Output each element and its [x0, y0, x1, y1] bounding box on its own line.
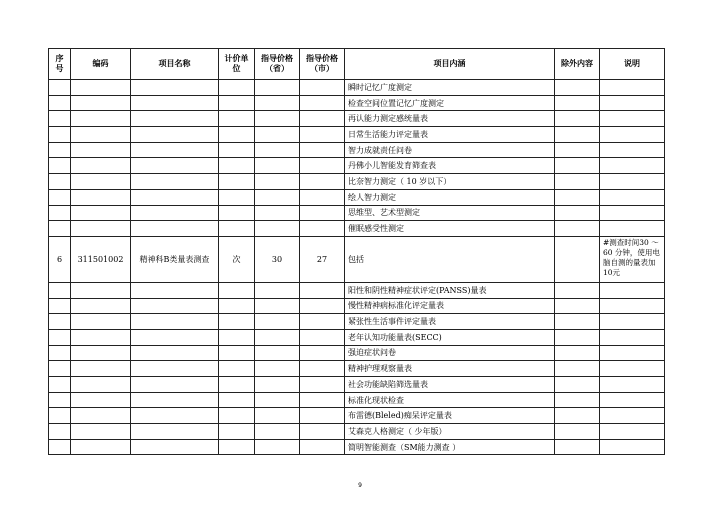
table-row — [49, 439, 665, 455]
header-price-city: 指导价格（市） — [300, 49, 345, 80]
table-row — [49, 189, 665, 205]
row-content: 艾森克人格测定（ 少年版） — [345, 424, 555, 440]
header-note: 说明 — [600, 49, 665, 80]
item-note: #测查时间30 ～60 分钟，使用电脑自测的量表加10元 — [600, 236, 665, 282]
table-row — [49, 314, 665, 330]
row-content: 再认能力测定感统量表 — [345, 111, 555, 127]
row-content: 思维型、艺术型测定 — [345, 205, 555, 221]
header-name: 项目名称 — [131, 49, 219, 80]
item-name: 精神科B类量表测查 — [131, 236, 219, 282]
row-content: 催眠感受性测定 — [345, 221, 555, 237]
table-row — [49, 205, 665, 221]
table-row — [49, 345, 665, 361]
row-content: 慢性精神病标准化评定量表 — [345, 298, 555, 314]
header-row — [49, 49, 665, 80]
header-unit: 计价单位 — [219, 49, 255, 80]
table-row — [49, 377, 665, 393]
table-row — [49, 127, 665, 143]
table-row — [49, 282, 665, 298]
table-row — [49, 111, 665, 127]
item-code: 311501002 — [71, 236, 131, 282]
table-row — [49, 142, 665, 158]
row-content: 智力成就责任问卷 — [345, 142, 555, 158]
header-price-province: 指导价格（省） — [255, 49, 300, 80]
table-row — [49, 424, 665, 440]
table-row — [49, 329, 665, 345]
row-content: 日常生活能力评定量表 — [345, 127, 555, 143]
row-content: 社会功能缺陷筛选量表 — [345, 377, 555, 393]
header-seq: 序号 — [49, 49, 71, 80]
item-seq: 6 — [49, 236, 71, 282]
row-content: 老年认知功能量表(SECC) — [345, 329, 555, 345]
fee-table — [48, 48, 665, 455]
item-price-province: 30 — [255, 236, 300, 282]
item-price-city: 27 — [300, 236, 345, 282]
row-content: 瞬时记忆广度测定 — [345, 80, 555, 96]
row-content: 精神护理观察量表 — [345, 361, 555, 377]
row-content: 阳性和阴性精神症状评定(PANSS)量表 — [345, 282, 555, 298]
page-number: 9 — [358, 482, 362, 489]
row-content: 简明智能测查（SM能力测查 ） — [345, 439, 555, 455]
row-content: 布雷德(Bleled)痴呆评定量表 — [345, 408, 555, 424]
row-content: 比奈智力测定（ 10 岁以下） — [345, 174, 555, 190]
header-excluded: 除外内容 — [555, 49, 600, 80]
table-row — [49, 174, 665, 190]
item-unit: 次 — [219, 236, 255, 282]
row-content: 标准化现状检查 — [345, 392, 555, 408]
row-content: 强迫症状问卷 — [345, 345, 555, 361]
row-content: 丹佛小儿智能发育筛查表 — [345, 158, 555, 174]
table-row — [49, 80, 665, 96]
item-content: 包括 — [345, 236, 555, 282]
table-row — [49, 221, 665, 237]
table-row — [49, 361, 665, 377]
table-row — [49, 158, 665, 174]
row-content: 紧张性生活事件评定量表 — [345, 314, 555, 330]
table-row — [49, 298, 665, 314]
row-content: 绘人智力测定 — [345, 189, 555, 205]
header-content: 项目内涵 — [345, 49, 555, 80]
table-row — [49, 95, 665, 111]
row-content: 检查空间位置记忆广度测定 — [345, 95, 555, 111]
item-row — [49, 236, 665, 282]
item-excluded — [555, 236, 600, 282]
table-row — [49, 408, 665, 424]
table-row — [49, 392, 665, 408]
header-code: 编码 — [71, 49, 131, 80]
